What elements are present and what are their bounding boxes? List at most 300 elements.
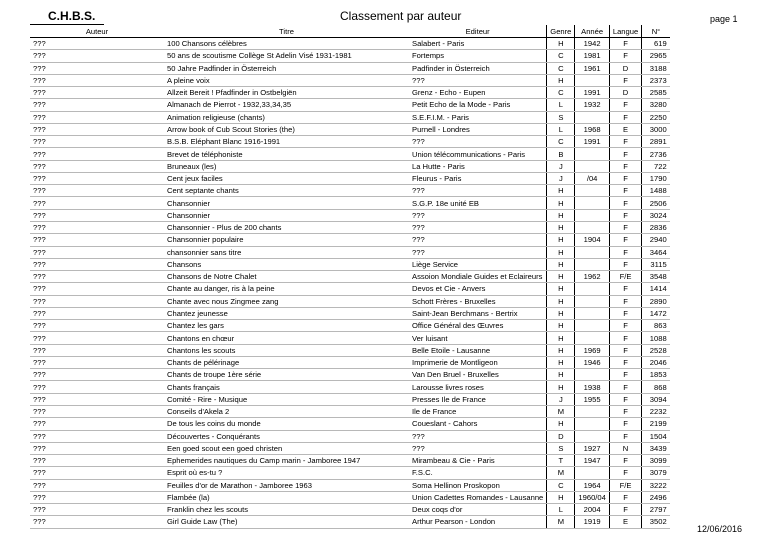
author-cell: ??? [30,111,164,123]
author-cell: ??? [30,405,164,417]
table-row [30,381,670,393]
publisher-cell: ??? [409,442,547,454]
table-row [30,504,670,516]
language-cell: D [609,87,641,99]
genre-cell: H [547,258,575,270]
genre-cell: H [547,271,575,283]
title-cell: chansonnier sans titre [164,246,409,258]
title-cell: Animation religieuse (chants) [164,111,409,123]
genre-cell: H [547,418,575,430]
year-cell: 1961 [575,62,609,74]
number-cell: 863 [642,320,670,332]
publisher-cell: Larousse livres roses [409,381,547,393]
title-cell: Almanach de Pierrot - 1932,33,34,35 [164,99,409,111]
language-cell: F [609,332,641,344]
number-cell: 3464 [642,246,670,258]
publisher-cell: La Hutte - Paris [409,160,547,172]
publisher-cell: Belle Etoile - Lausanne [409,344,547,356]
number-cell: 722 [642,160,670,172]
title-cell: Brevet de téléphoniste [164,148,409,160]
genre-cell: L [547,99,575,111]
language-cell: F [609,185,641,197]
author-cell: ??? [30,430,164,442]
page-number: page 1 [710,14,738,24]
year-cell: 1942 [575,38,609,50]
col-header-auteur: Auteur [30,25,164,38]
genre-cell: J [547,160,575,172]
year-cell [575,74,609,86]
author-cell: ??? [30,356,164,368]
genre-cell: D [547,430,575,442]
number-cell: 3000 [642,123,670,135]
table-row [30,479,670,491]
table-row [30,405,670,417]
publisher-cell: Imprimerie de Montligeon [409,356,547,368]
number-cell: 2891 [642,136,670,148]
publisher-cell: Coueslant - Cahors [409,418,547,430]
title-cell: Cent septante chants [164,185,409,197]
author-cell: ??? [30,442,164,454]
number-cell: 3222 [642,479,670,491]
catalog-table [30,25,670,529]
language-cell: E [609,516,641,528]
table-row [30,491,670,503]
genre-cell: H [547,197,575,209]
language-cell: F [609,148,641,160]
genre-cell: S [547,442,575,454]
author-cell: ??? [30,50,164,62]
table-row [30,320,670,332]
title-cell: Chantez les gars [164,320,409,332]
title-cell: Een goed scout een goed christen [164,442,409,454]
language-cell: F [609,209,641,221]
language-cell: F [609,295,641,307]
author-cell: ??? [30,74,164,86]
language-cell: F [609,491,641,503]
language-cell: N [609,442,641,454]
publisher-cell: Arthur Pearson - London [409,516,547,528]
year-cell: 1938 [575,381,609,393]
number-cell: 1088 [642,332,670,344]
number-cell: 2046 [642,356,670,368]
language-cell: F [609,258,641,270]
title-cell: Chantez jeunesse [164,307,409,319]
author-cell: ??? [30,221,164,233]
publisher-cell: Grenz - Echo - Eupen [409,87,547,99]
table-row [30,221,670,233]
author-cell: ??? [30,467,164,479]
number-cell: 1790 [642,172,670,184]
year-cell [575,332,609,344]
table-row [30,356,670,368]
genre-cell: H [547,307,575,319]
publisher-cell: Union télécommunications - Paris [409,148,547,160]
genre-cell: H [547,332,575,344]
genre-cell: H [547,38,575,50]
print-date: 12/06/2016 [697,524,743,534]
language-cell: F [609,111,641,123]
title-cell: 100 Chansons célèbres [164,38,409,50]
table-row [30,455,670,467]
year-cell [575,405,609,417]
author-cell: ??? [30,504,164,516]
language-cell: F [609,307,641,319]
number-cell: 2373 [642,74,670,86]
table-row [30,197,670,209]
genre-cell: L [547,123,575,135]
table-row [30,344,670,356]
year-cell: 1904 [575,234,609,246]
genre-cell: H [547,234,575,246]
language-cell: F [609,246,641,258]
number-cell: 2965 [642,50,670,62]
publisher-cell: Union Cadettes Romandes - Lausanne [409,491,547,503]
genre-cell: C [547,87,575,99]
year-cell [575,111,609,123]
table-row [30,295,670,307]
language-cell: F [609,99,641,111]
language-cell: F [609,430,641,442]
genre-cell: C [547,136,575,148]
number-cell: 2496 [642,491,670,503]
year-cell [575,258,609,270]
publisher-cell: Fleurus - Paris [409,172,547,184]
language-cell: F [609,455,641,467]
publisher-cell: Devos et Cie - Anvers [409,283,547,295]
author-cell: ??? [30,332,164,344]
year-cell [575,295,609,307]
publisher-cell: Liège Service [409,258,547,270]
author-cell: ??? [30,185,164,197]
language-cell: F [609,38,641,50]
col-header-langue: Langue [609,25,641,38]
genre-cell: C [547,479,575,491]
author-cell: ??? [30,160,164,172]
year-cell: 1964 [575,479,609,491]
year-cell [575,160,609,172]
number-cell: 1472 [642,307,670,319]
table-row [30,283,670,295]
table-row [30,160,670,172]
table-row [30,87,670,99]
col-header-numero: N° [642,25,670,38]
genre-cell: C [547,50,575,62]
language-cell: F [609,369,641,381]
table-row [30,136,670,148]
publisher-cell: Deux coqs d'or [409,504,547,516]
publisher-cell: S.E.F.I.M. - Paris [409,111,547,123]
number-cell: 3502 [642,516,670,528]
table-row [30,430,670,442]
table-row [30,38,670,50]
publisher-cell: Purnell - Londres [409,123,547,135]
language-cell: F [609,160,641,172]
year-cell [575,467,609,479]
author-cell: ??? [30,418,164,430]
author-cell: ??? [30,123,164,135]
author-cell: ??? [30,136,164,148]
year-cell [575,221,609,233]
title-cell: Flambée (la) [164,491,409,503]
language-cell: F [609,234,641,246]
table-row [30,62,670,74]
language-cell: F [609,381,641,393]
publisher-cell: Ver luisant [409,332,547,344]
genre-cell: H [547,320,575,332]
table-row [30,271,670,283]
title-cell: Arrow book of Cub Scout Stories (the) [164,123,409,135]
organization-name: C.H.B.S. [48,9,96,23]
table-row [30,332,670,344]
table-row [30,516,670,528]
author-cell: ??? [30,393,164,405]
author-cell: ??? [30,87,164,99]
genre-cell: H [547,369,575,381]
table-row [30,209,670,221]
genre-cell: T [547,455,575,467]
table-row [30,99,670,111]
author-cell: ??? [30,491,164,503]
title-cell: Esprit où es-tu ? [164,467,409,479]
number-cell: 2528 [642,344,670,356]
number-cell: 868 [642,381,670,393]
title-cell: Franklin chez les scouts [164,504,409,516]
language-cell: F [609,320,641,332]
author-cell: ??? [30,283,164,295]
title-cell: Girl Guide Law (The) [164,516,409,528]
publisher-cell: Salabert - Paris [409,38,547,50]
title-cell: Chants de troupe 1ère série [164,369,409,381]
publisher-cell: ??? [409,246,547,258]
year-cell: 1927 [575,442,609,454]
table-row [30,148,670,160]
table-row [30,172,670,184]
year-cell: 2004 [575,504,609,516]
language-cell: F [609,136,641,148]
publisher-cell: ??? [409,136,547,148]
genre-cell: H [547,209,575,221]
title-cell: 50 ans de scoutisme Collège St Adelin Visé 1931-1981 [164,50,409,62]
author-cell: ??? [30,62,164,74]
language-cell: F [609,172,641,184]
title-cell: Conseils d'Akela 2 [164,405,409,417]
publisher-cell: Ile de France [409,405,547,417]
title-cell: Chante avec nous Zingmee zang [164,295,409,307]
author-cell: ??? [30,455,164,467]
publisher-cell: ??? [409,430,547,442]
number-cell: 3115 [642,258,670,270]
table-row [30,185,670,197]
title-cell: Bruneaux (les) [164,160,409,172]
table-row [30,369,670,381]
author-cell: ??? [30,479,164,491]
genre-cell: J [547,172,575,184]
year-cell [575,307,609,319]
publisher-cell: ??? [409,221,547,233]
language-cell: F [609,356,641,368]
language-cell: F [609,283,641,295]
publisher-cell: Mirambeau & Cie - Paris [409,455,547,467]
year-cell [575,197,609,209]
number-cell: 619 [642,38,670,50]
language-cell: D [609,62,641,74]
title-cell: Chansonnier - Plus de 200 chants [164,221,409,233]
title-cell: Allzeit Bereit ! Pfadfinder in Ostbelgiën [164,87,409,99]
title-cell: Chantons les scouts [164,344,409,356]
title-cell: De tous les coins du monde [164,418,409,430]
year-cell: 1947 [575,455,609,467]
year-cell [575,209,609,221]
year-cell [575,418,609,430]
publisher-cell: ??? [409,209,547,221]
genre-cell: B [547,148,575,160]
number-cell: 2232 [642,405,670,417]
number-cell: 3094 [642,393,670,405]
col-header-annee: Année [575,25,609,38]
title-cell: B.S.B. Eléphant Blanc 1916-1991 [164,136,409,148]
genre-cell: J [547,393,575,405]
publisher-cell: Petit Echo de la Mode - Paris [409,99,547,111]
title-cell: Comité - Rire - Musique [164,393,409,405]
year-cell [575,246,609,258]
year-cell: 1955 [575,393,609,405]
genre-cell: H [547,246,575,258]
genre-cell: H [547,74,575,86]
number-cell: 3079 [642,467,670,479]
author-cell: ??? [30,99,164,111]
language-cell: F [609,344,641,356]
table-row [30,111,670,123]
table-row [30,393,670,405]
title-cell: Chants français [164,381,409,393]
language-cell: F [609,74,641,86]
author-cell: ??? [30,246,164,258]
year-cell: 1960/04 [575,491,609,503]
year-cell: 1962 [575,271,609,283]
number-cell: 1504 [642,430,670,442]
table-row [30,307,670,319]
genre-cell: H [547,356,575,368]
title-cell: Chants de pélérinage [164,356,409,368]
year-cell [575,148,609,160]
genre-cell: H [547,381,575,393]
table-row [30,74,670,86]
publisher-cell: Presses Ile de France [409,393,547,405]
author-cell: ??? [30,516,164,528]
author-cell: ??? [30,369,164,381]
title-cell: Chantons en chœur [164,332,409,344]
publisher-cell: Padfinder in Österreich [409,62,547,74]
number-cell: 1488 [642,185,670,197]
number-cell: 2797 [642,504,670,516]
number-cell: 2940 [642,234,670,246]
year-cell: 1991 [575,136,609,148]
col-header-genre: Genre [547,25,575,38]
publisher-cell: ??? [409,234,547,246]
author-cell: ??? [30,234,164,246]
genre-cell: H [547,344,575,356]
col-header-titre: Titre [164,25,409,38]
genre-cell: H [547,491,575,503]
year-cell [575,185,609,197]
number-cell: 3280 [642,99,670,111]
publisher-cell: Fortemps [409,50,547,62]
title-cell: Chansons de Notre Chalet [164,271,409,283]
title-cell: Chansonnier populaire [164,234,409,246]
year-cell [575,430,609,442]
language-cell: F [609,504,641,516]
genre-cell: C [547,62,575,74]
title-cell: Chansons [164,258,409,270]
language-cell: F [609,467,641,479]
year-cell: 1919 [575,516,609,528]
publisher-cell: ??? [409,74,547,86]
number-cell: 2836 [642,221,670,233]
number-cell: 2506 [642,197,670,209]
number-cell: 3548 [642,271,670,283]
table-row [30,50,670,62]
genre-cell: L [547,504,575,516]
genre-cell: H [547,185,575,197]
language-cell: F [609,197,641,209]
title-cell: Chante au danger, ris à la peine [164,283,409,295]
year-cell [575,320,609,332]
publisher-cell: Office Général des Œuvres [409,320,547,332]
publisher-cell: ??? [409,185,547,197]
title-cell: Feuilles d'or de Marathon - Jamboree 1963 [164,479,409,491]
author-cell: ??? [30,148,164,160]
year-cell: 1991 [575,87,609,99]
title-cell: Chansonnier [164,209,409,221]
year-cell: 1946 [575,356,609,368]
language-cell: F [609,405,641,417]
table-row [30,123,670,135]
report-title: Classement par auteur [340,9,462,23]
title-cell: Cent jeux faciles [164,172,409,184]
title-cell: 50 Jahre Padfinder in Österreich [164,62,409,74]
author-cell: ??? [30,381,164,393]
number-cell: 1853 [642,369,670,381]
genre-cell: M [547,516,575,528]
number-cell: 3024 [642,209,670,221]
title-cell: Découvertes - Conquérants [164,430,409,442]
author-cell: ??? [30,271,164,283]
publisher-cell: Van Den Bruel - Bruxelles [409,369,547,381]
table-row [30,418,670,430]
title-cell: A pleine voix [164,74,409,86]
author-cell: ??? [30,172,164,184]
year-cell [575,369,609,381]
year-cell: 1969 [575,344,609,356]
year-cell: /04 [575,172,609,184]
genre-cell: H [547,295,575,307]
genre-cell: H [547,283,575,295]
year-cell: 1968 [575,123,609,135]
table-row [30,246,670,258]
genre-cell: H [547,221,575,233]
language-cell: F/E [609,479,641,491]
number-cell: 1414 [642,283,670,295]
publisher-cell: Saint-Jean Berchmans - Bertrix [409,307,547,319]
number-cell: 3099 [642,455,670,467]
number-cell: 2199 [642,418,670,430]
language-cell: F [609,221,641,233]
title-cell: Chansonnier [164,197,409,209]
publisher-cell: Schott Frères - Bruxelles [409,295,547,307]
publisher-cell: S.G.P. 18e unité EB [409,197,547,209]
author-cell: ??? [30,197,164,209]
number-cell: 2736 [642,148,670,160]
